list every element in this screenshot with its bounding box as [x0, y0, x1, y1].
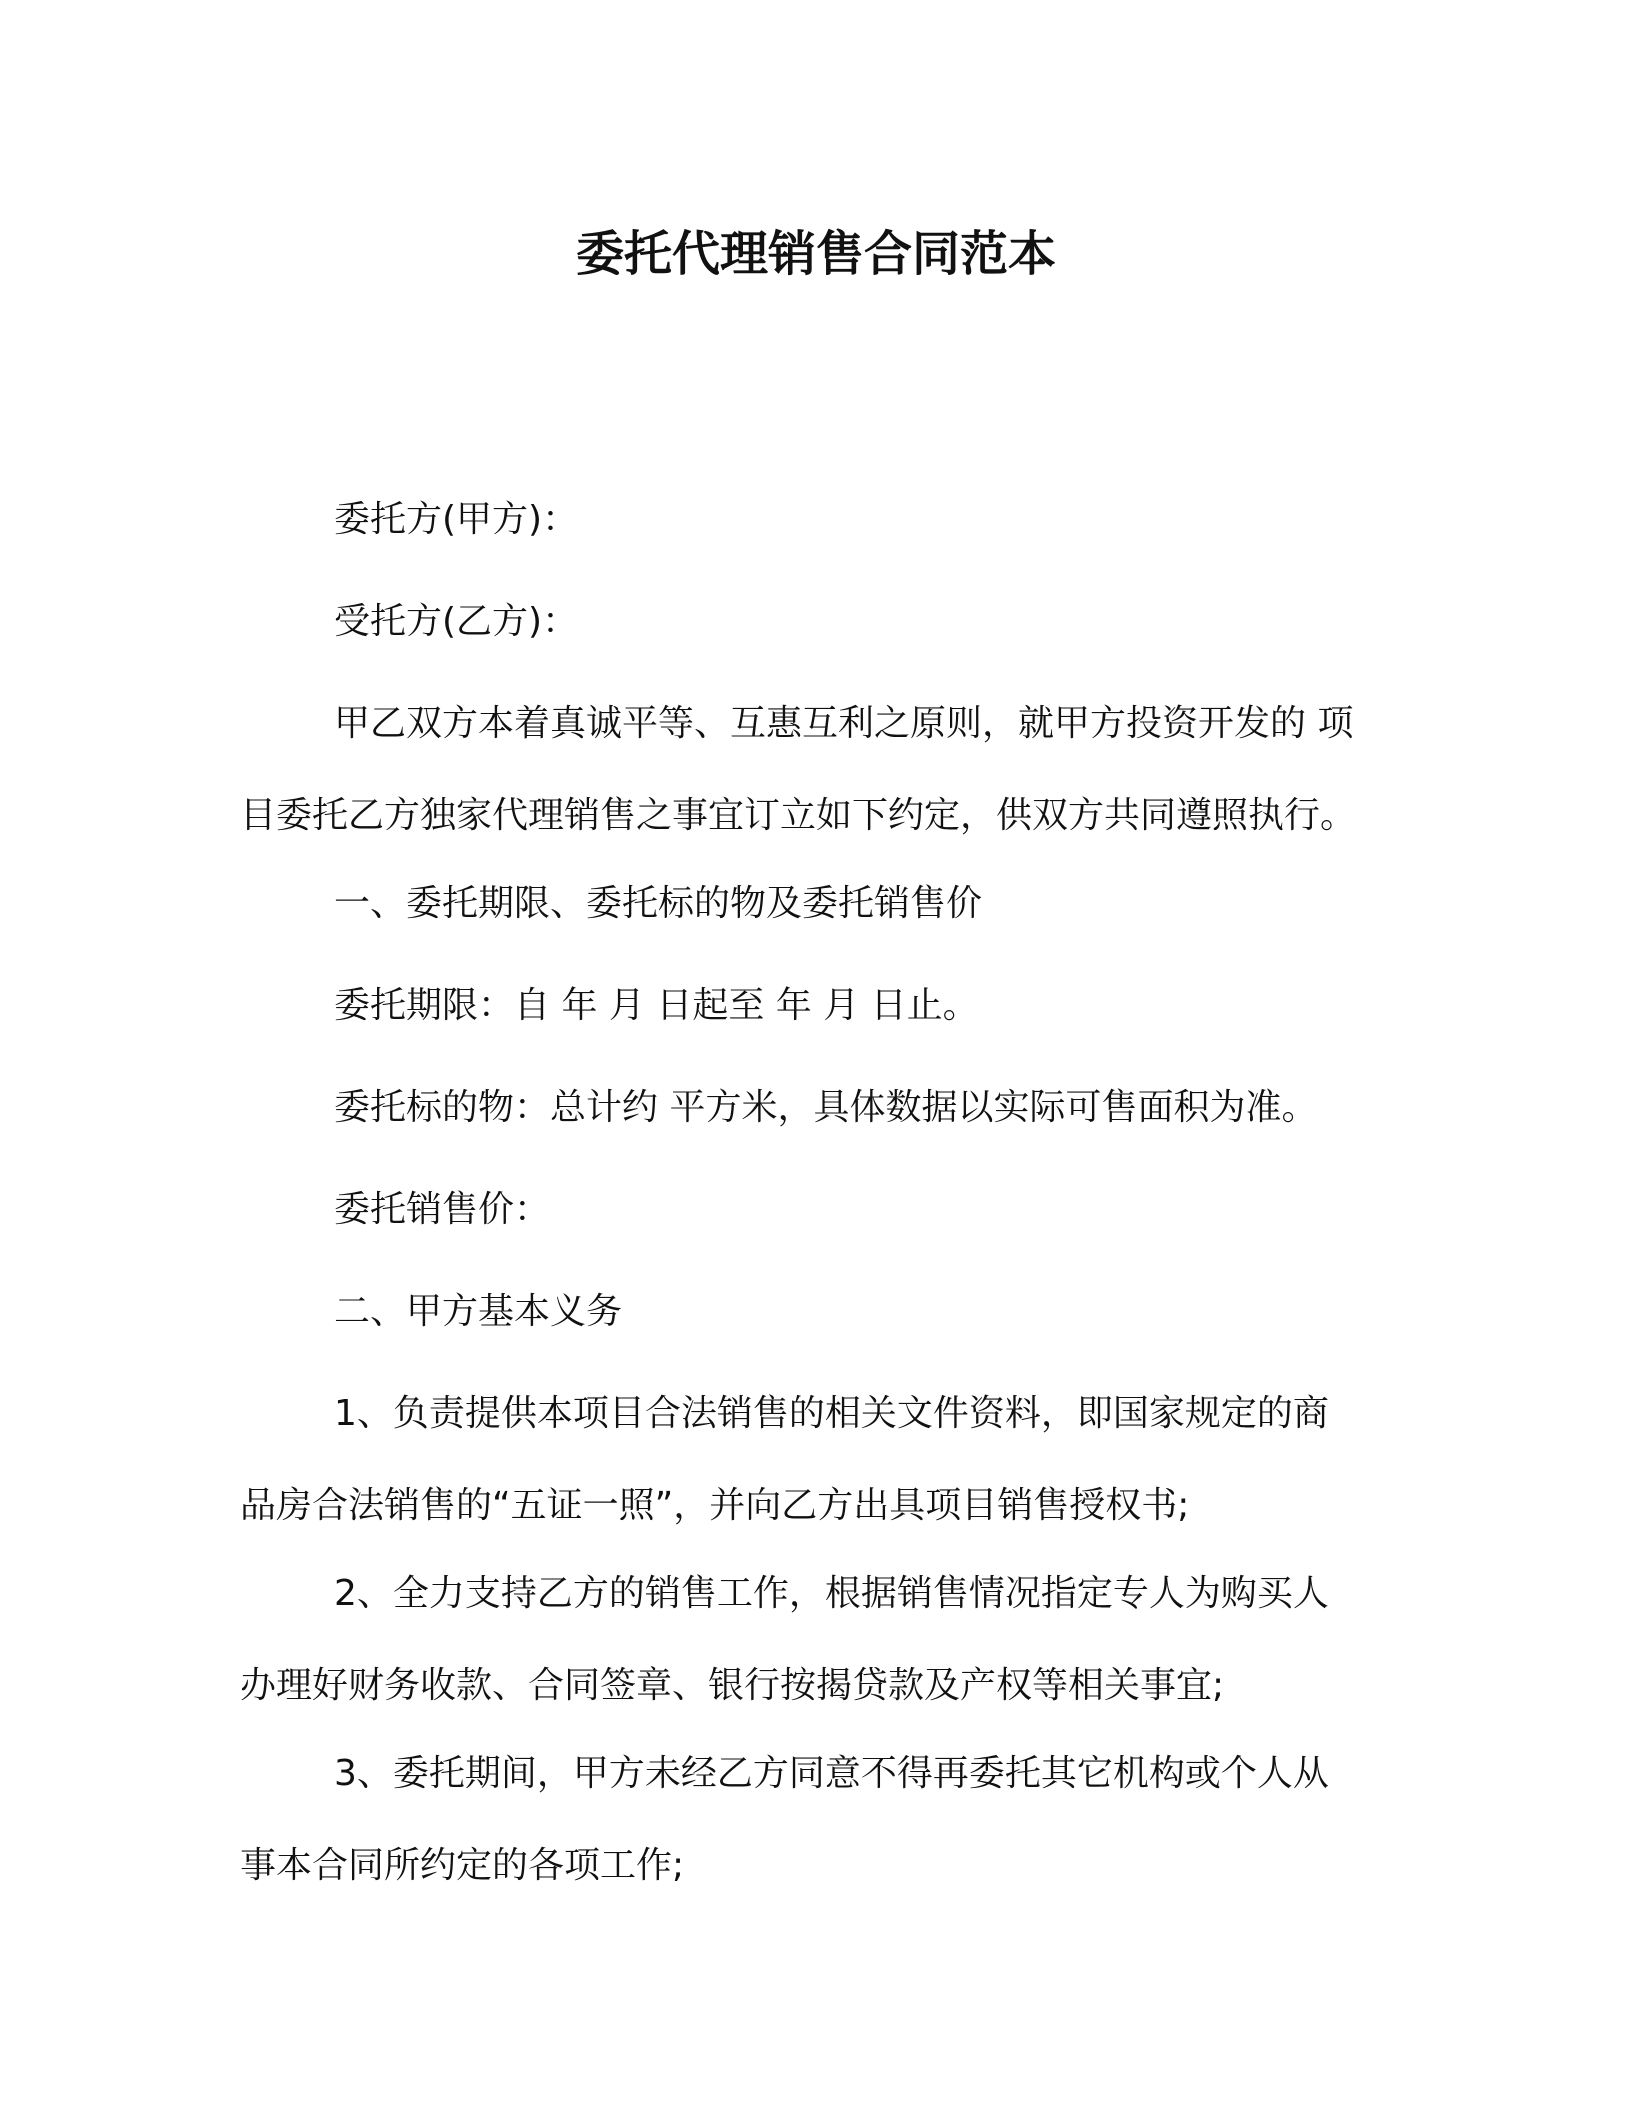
party-b-line: 受托方(乙方)： [334, 601, 579, 642]
item-2-paragraph [240, 1570, 1390, 1710]
intro-paragraph [240, 700, 1390, 840]
document-title: 委托代理销售合同范本 [575, 226, 1056, 282]
intro-line-1: 甲乙双方本着真诚平等、互惠互利之原则，就甲方投资开发的 项 [334, 703, 1354, 744]
subject-line: 委托标的物：总计约 平方米，具体数据以实际可售面积为准。 [334, 1087, 1318, 1128]
item-1-line-2: 品房合法销售的“五证一照”，并向乙方出具项目销售授权书; [240, 1485, 1190, 1526]
term-line: 委托期限：自 年 月 日起至 年 月 日止。 [334, 985, 979, 1026]
intro-line-2: 目委托乙方独家代理销售之事宜订立如下约定，供双方共同遵照执行。 [240, 795, 1357, 836]
item-3-paragraph [240, 1750, 1390, 1890]
item-1-paragraph [240, 1390, 1390, 1530]
item-2-line-2: 办理好财务收款、合同签章、银行按揭贷款及产权等相关事宜; [240, 1665, 1225, 1706]
item-3-line-2: 事本合同所约定的各项工作; [240, 1845, 685, 1886]
price-line: 委托销售价： [334, 1189, 551, 1230]
section-2-heading: 二、甲方基本义务 [334, 1291, 623, 1332]
item-2-line-1: 2、全力支持乙方的销售工作，根据销售情况指定专人为购买人 [334, 1573, 1329, 1614]
party-a-line: 委托方(甲方)： [334, 499, 579, 540]
item-1-line-1: 1、负责提供本项目合法销售的相关文件资料，即国家规定的商 [334, 1393, 1329, 1434]
section-1-heading: 一、委托期限、委托标的物及委托销售价 [334, 883, 983, 924]
item-3-line-1: 3、委托期间，甲方未经乙方同意不得再委托其它机构或个人从 [334, 1753, 1329, 1794]
